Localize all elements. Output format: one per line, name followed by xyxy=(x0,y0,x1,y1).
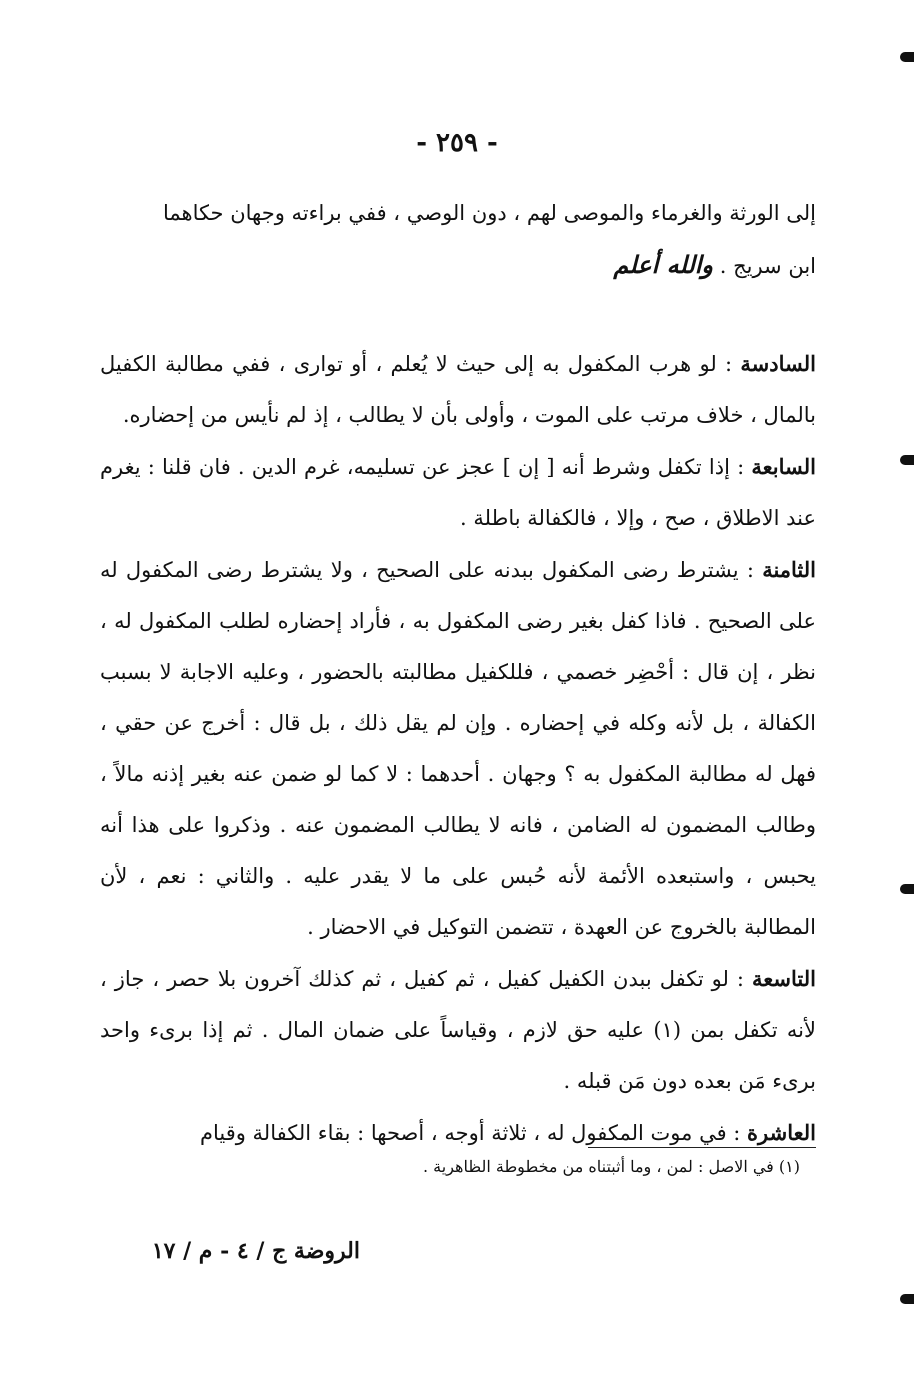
paragraph-lead: التاسعة xyxy=(752,966,816,991)
paragraph-lead: السابعة xyxy=(751,454,816,479)
footnote-divider xyxy=(588,1147,816,1148)
paragraph-lead: السادسة xyxy=(740,351,816,376)
intro-line-text: ابن سريج . xyxy=(719,254,816,278)
paragraph-ninth xyxy=(100,953,816,1107)
scan-edge-mark xyxy=(900,455,914,465)
paragraph-eighth xyxy=(100,544,816,953)
intro-line xyxy=(100,239,816,292)
intro-block xyxy=(100,188,816,292)
paragraph-text: : في موت المكفول له ، ثلاثة أوجه ، أصحها : بقاء الكفالة وقيام xyxy=(199,1121,748,1145)
printer-signature: الروضة ج / ٤ - م / ١٧ xyxy=(151,1238,360,1264)
scan-edge-mark xyxy=(900,884,914,894)
paragraph-sixth xyxy=(100,338,816,441)
paragraph-seventh xyxy=(100,441,816,544)
paragraph-text: : إذا تكفل وشرط أنه [ إن ] عجز عن تسليمه، غرم الدين . فان قلنا : يغرم عند الاطلاق ، صح ، وإلا ، فالكفالة باطلة . xyxy=(100,455,816,530)
page-number: - ٢٥٩ - xyxy=(416,128,498,158)
paragraph-text: : لو تكفل ببدن الكفيل كفيل ، ثم كفيل ، ثم كذلك آخرون بلا حصر ، جاز ، لأنه تكفل بمن (١) عليه حق لازم ، وقياساً على ضمان المال . ثم إذا برىء واحد برىء مَن بعده دون مَن قبله . xyxy=(100,967,816,1093)
scan-edge-mark xyxy=(900,52,914,62)
paragraph-lead: الثامنة xyxy=(762,557,816,582)
body-text xyxy=(100,338,816,1159)
paragraph-text: : لو هرب المكفول به إلى حيث لا يُعلم ، أو توارى ، ففي مطالبة الكفيل بالمال ، خلاف مرتب على الموت ، وأولى بأن لا يطالب ، إذ لم نأيس من إحضاره. xyxy=(100,352,816,427)
footnote: (١) في الاصل : لمن ، وما أثبتناه من مخطوطة الظاهرية . xyxy=(422,1157,800,1176)
paragraph-text: : يشترط رضى المكفول ببدنه على الصحيح ، ولا يشترط رضى المكفول له على الصحيح . فاذا كفل بغير رضى المكفول به ، فأراد إحضاره لطلب المكفول له ، نظر ، إن قال : أحْضِر خصمي ، فللكفيل مطالبته بالحضور ، وعليه الاجابة لا بسبب الكفالة ، بل لأنه وكله في إحضاره . وإن لم يقل ذلك ، بل قال : أخرج عن حقي ، فهل له مطالبة المكفول به ؟ وجهان . أحدهما : لا كما لو ضمن عنه بغير إذنه مالاً ، وطالب المضمون له الضامن ، فانه لا يطالب المضمون عنه . وذكروا على هذا أنه يحبس ، واستبعده الأئمة لأنه حُبس على ما لا يقدر عليه . والثاني : نعم ، لأن المطالبة بالخروج عن العهدة ، تتضمن التوكيل في الاحضار . xyxy=(100,558,816,939)
scan-edge-mark xyxy=(900,1294,914,1304)
intro-line: إلى الورثة والغرماء والموصى لهم ، دون الوصي ، ففي براءته وجهان حكاهما xyxy=(162,201,816,225)
intro-closing: والله أعلم xyxy=(613,250,714,279)
paragraph-lead: العاشرة xyxy=(747,1120,816,1145)
